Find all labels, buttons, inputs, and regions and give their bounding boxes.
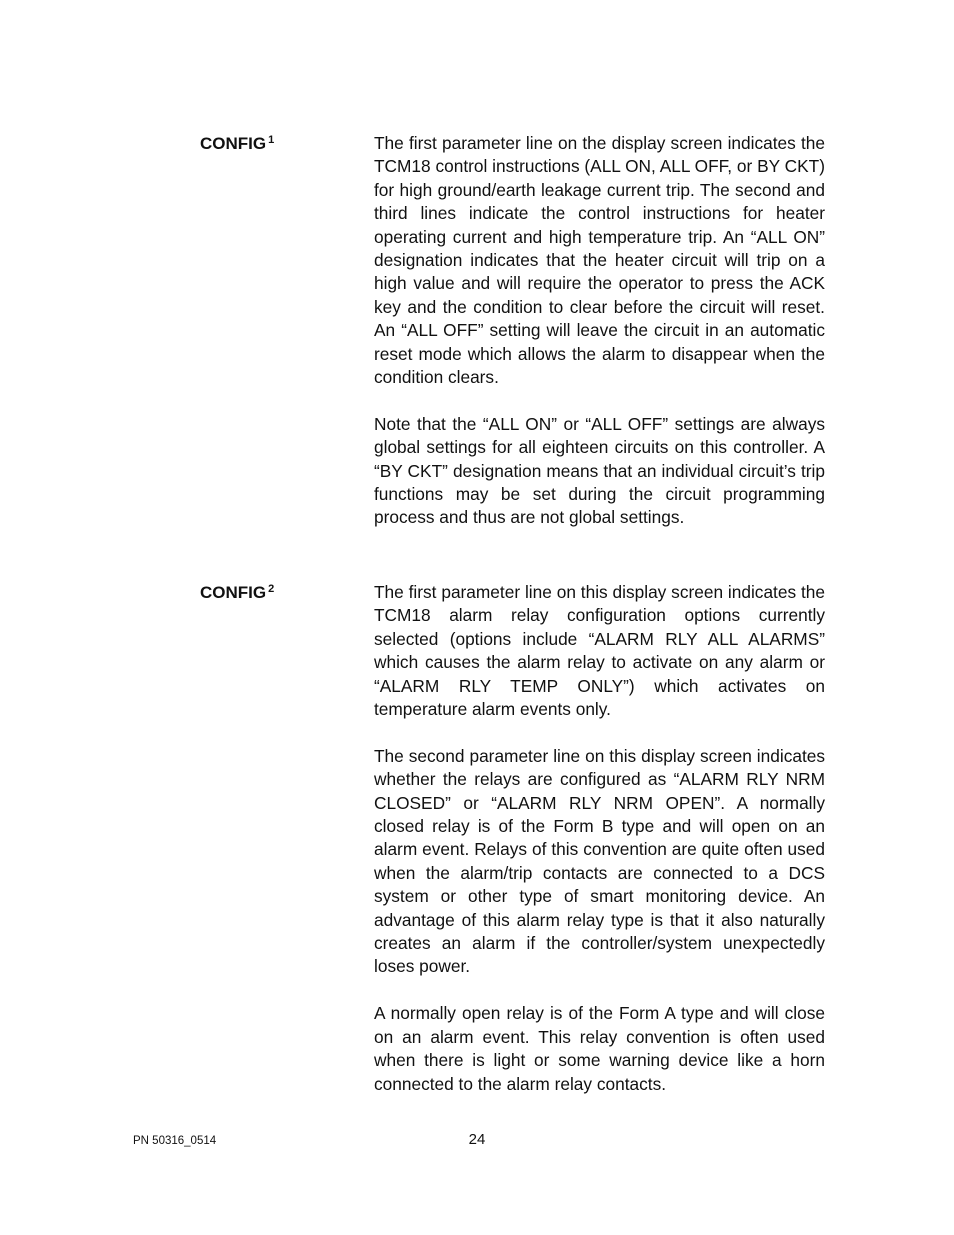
config-1-paragraph-1: The first parameter line on the display screen indicates the TCM18 control instructions (ALL ON, ALL OFF, or BY CKT) for high ground/earth leakage current trip. The second and third lines indicate the control instructions for heater operating current and high temperature trip. An “ALL ON” designation indicates that the heater circuit will trip on a high value and will require the operator to press the ACK key and the condition to clear before the circuit will reset. An “ALL OFF” setting will leave the circuit in an automatic reset mode which allows the alarm to disappear when the condition clears. (374, 133, 825, 388)
config-2-term-text: CONFIG (200, 583, 267, 602)
config-1-term (200, 132, 274, 158)
config-1-description (374, 132, 825, 530)
config-2-paragraph-1: The first parameter line on this display screen indicates the TCM18 alarm relay configuration options currently selected (options include “ALARM RLY ALL ALARMS” which causes the alarm relay to activate on any alarm or “ALARM RLY TEMP ONLY”) which activates on temperature alarm events only. (374, 582, 825, 720)
config-2-term (200, 581, 274, 607)
config-2-paragraph-2: The second parameter line on this display screen indicates whether the relays are configured as “ALARM RLY NRM CLOSED” or “ALARM RLY NRM OPEN”. A normally closed relay is of the Form B type and will open on an alarm event. Relays of this convention are quite often used when the alarm/trip contacts are connected to a DCS system or other type of smart monitoring device. An advantage of this alarm relay type is that it also naturally creates an alarm if the controller/system unexpectedly loses power. (374, 745, 825, 977)
config-2-description (374, 581, 825, 1096)
footer-part-number: PN 50316_0514 (133, 1135, 217, 1147)
footer-page-number: 24 (468, 1131, 486, 1148)
config-1-paragraph-2: Note that the “ALL ON” or “ALL OFF” settings are always global settings for all eighteen circuits on this controller. A “BY CKT” designation means that an individual circuit’s trip functions may be set during the circuit programming process and thus are not global settings. (374, 413, 825, 528)
config-2-term-superscript: 2 (268, 583, 275, 595)
config-1-term-superscript: 1 (268, 134, 275, 146)
config-1-term-text: CONFIG (200, 134, 267, 153)
config-2-paragraph-3: A normally open relay is of the Form A type and will close on an alarm event. This relay convention is often used when there is light or some warning device like a horn connected to the alarm relay contacts. (374, 1003, 825, 1094)
